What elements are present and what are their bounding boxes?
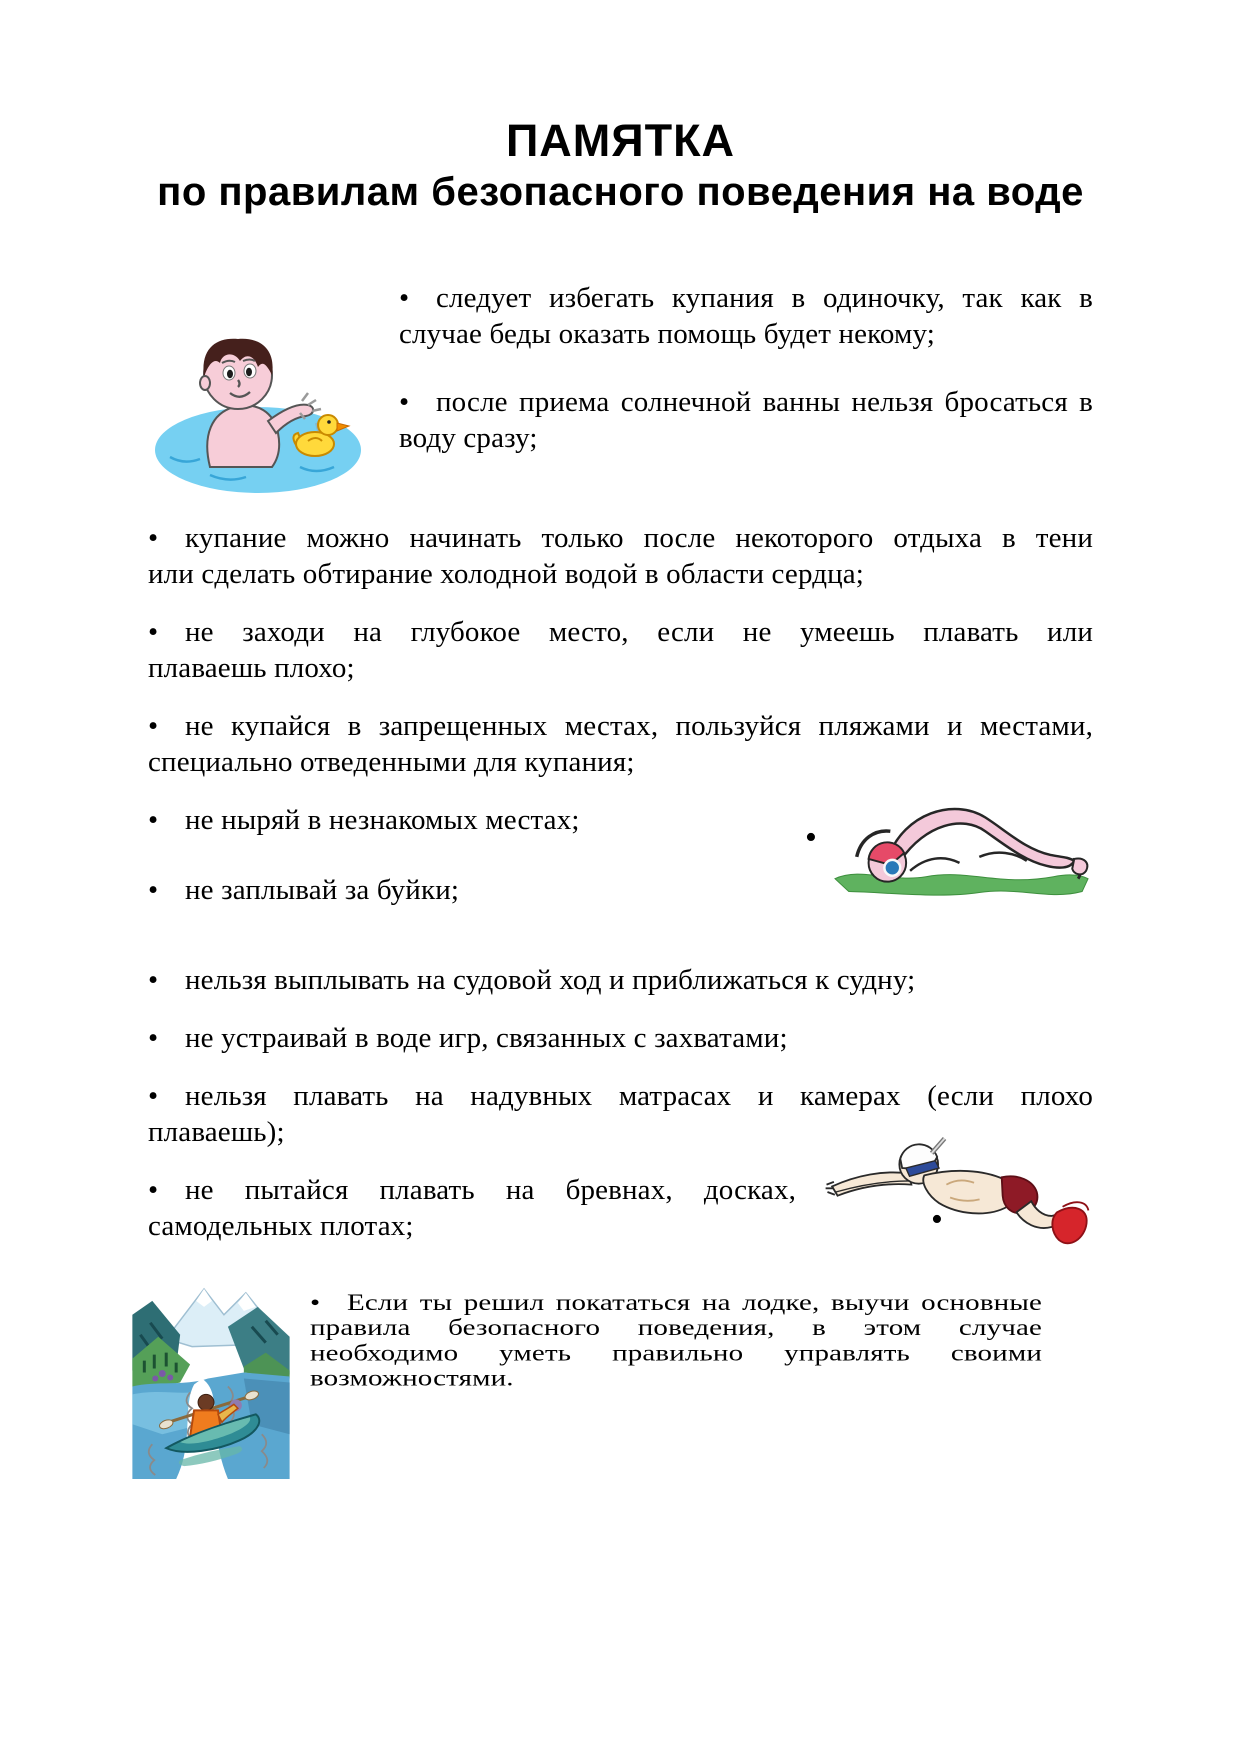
boat-row xyxy=(148,1275,1093,1479)
bullet: • xyxy=(148,616,159,649)
intro-rules xyxy=(399,281,1093,489)
rule-text: нельзя выплывать на судовой ход и приближаться к судну; xyxy=(185,963,916,996)
rule-text: не заходи на глубокое место, если не умеешь плавать или xyxy=(185,616,1093,649)
bullet: • xyxy=(310,1289,321,1316)
rule-boat xyxy=(310,1291,1042,1391)
rule-text: после приема солнечной ванны нельзя бросаться в xyxy=(436,386,1093,419)
bullet: • xyxy=(148,710,159,742)
rule-forbidden-places xyxy=(148,709,1093,781)
rule-text: нельзя плавать на надувных матрасах и камерах (если плохо xyxy=(185,1079,1093,1112)
rule-text: Если ты решил покататься на лодке, выучи основные xyxy=(347,1289,1042,1316)
rule-text: случае беды оказать помощь будет некому; xyxy=(399,318,936,351)
rule-text: правила безопасного поведения, в этом случае xyxy=(310,1314,1042,1341)
rule-text: или сделать обтирание холодной водой в области сердца; xyxy=(148,558,865,591)
rule-sun-bath xyxy=(399,385,1093,457)
bullet: • xyxy=(148,803,159,836)
rule-text: плаваешь); xyxy=(148,1115,285,1148)
rule-text: не пытайся плавать на бревнах, досках, xyxy=(185,1173,796,1206)
child-swimming-illustration xyxy=(150,317,372,495)
stray-bullet-dot: • xyxy=(931,1200,944,1238)
rule-text: специально отведенными для купания; xyxy=(148,745,635,778)
logs-rules xyxy=(148,1173,796,1267)
intro-row xyxy=(148,281,1093,495)
rule-text: следует избегать купания в одиночку, так как в xyxy=(436,282,1093,315)
diver-row xyxy=(148,1173,1093,1267)
memo-header xyxy=(0,0,1241,215)
swimmer-figure-block xyxy=(805,795,1093,907)
rule-text: необходимо уметь правильно управлять своими xyxy=(310,1339,1042,1366)
diver-illustration xyxy=(821,1127,1093,1257)
bullet: • xyxy=(148,522,159,555)
rule-text: возможностями. xyxy=(310,1364,514,1391)
crawl-swimmer-illustration xyxy=(831,795,1093,907)
swim-rules xyxy=(148,803,808,943)
page-subtitle: по правилам безопасного поведения на воде xyxy=(157,170,1084,215)
stray-bullet-dot: • xyxy=(805,818,818,856)
rule-logs xyxy=(148,1173,796,1245)
rule-ship-lane xyxy=(148,963,1093,999)
bullet: • xyxy=(399,386,410,419)
bullet: • xyxy=(148,1079,159,1112)
kayaker-illustration xyxy=(132,1275,290,1479)
rule-text: не устраивай в воде игр, связанных с захватами; xyxy=(185,1021,788,1054)
bullet: • xyxy=(148,963,159,996)
bullet: • xyxy=(399,282,410,315)
rule-text: плаваешь плохо; xyxy=(148,652,355,685)
rule-text: не заплывай за буйки; xyxy=(185,873,460,906)
memo-content xyxy=(148,281,1093,1478)
diver-figure-block xyxy=(821,1127,1093,1257)
bullet: • xyxy=(148,1021,159,1054)
rule-text: самодельных плотах; xyxy=(148,1209,414,1242)
bullet: • xyxy=(148,873,159,906)
page-title: ПАМЯТКА xyxy=(505,115,736,166)
rule-text: купание можно начинать только после некоторого отдыха в тени xyxy=(185,522,1093,555)
rule-deep-place xyxy=(148,615,1093,687)
rule-text: не купайся в запрещенных местах, пользуйся пляжами и местами, xyxy=(185,710,1093,742)
rule-swim-alone xyxy=(399,281,1093,353)
rule-no-diving xyxy=(148,803,808,839)
rule-text: не ныряй в незнакомых местах; xyxy=(185,803,580,836)
rule-rest-shade xyxy=(148,521,1093,593)
bullet: • xyxy=(148,1173,159,1206)
rule-text: воду сразу; xyxy=(399,422,538,455)
swimmer-row xyxy=(148,803,1093,943)
rule-buoys xyxy=(148,873,808,909)
rule-no-grabbing xyxy=(148,1021,1093,1057)
